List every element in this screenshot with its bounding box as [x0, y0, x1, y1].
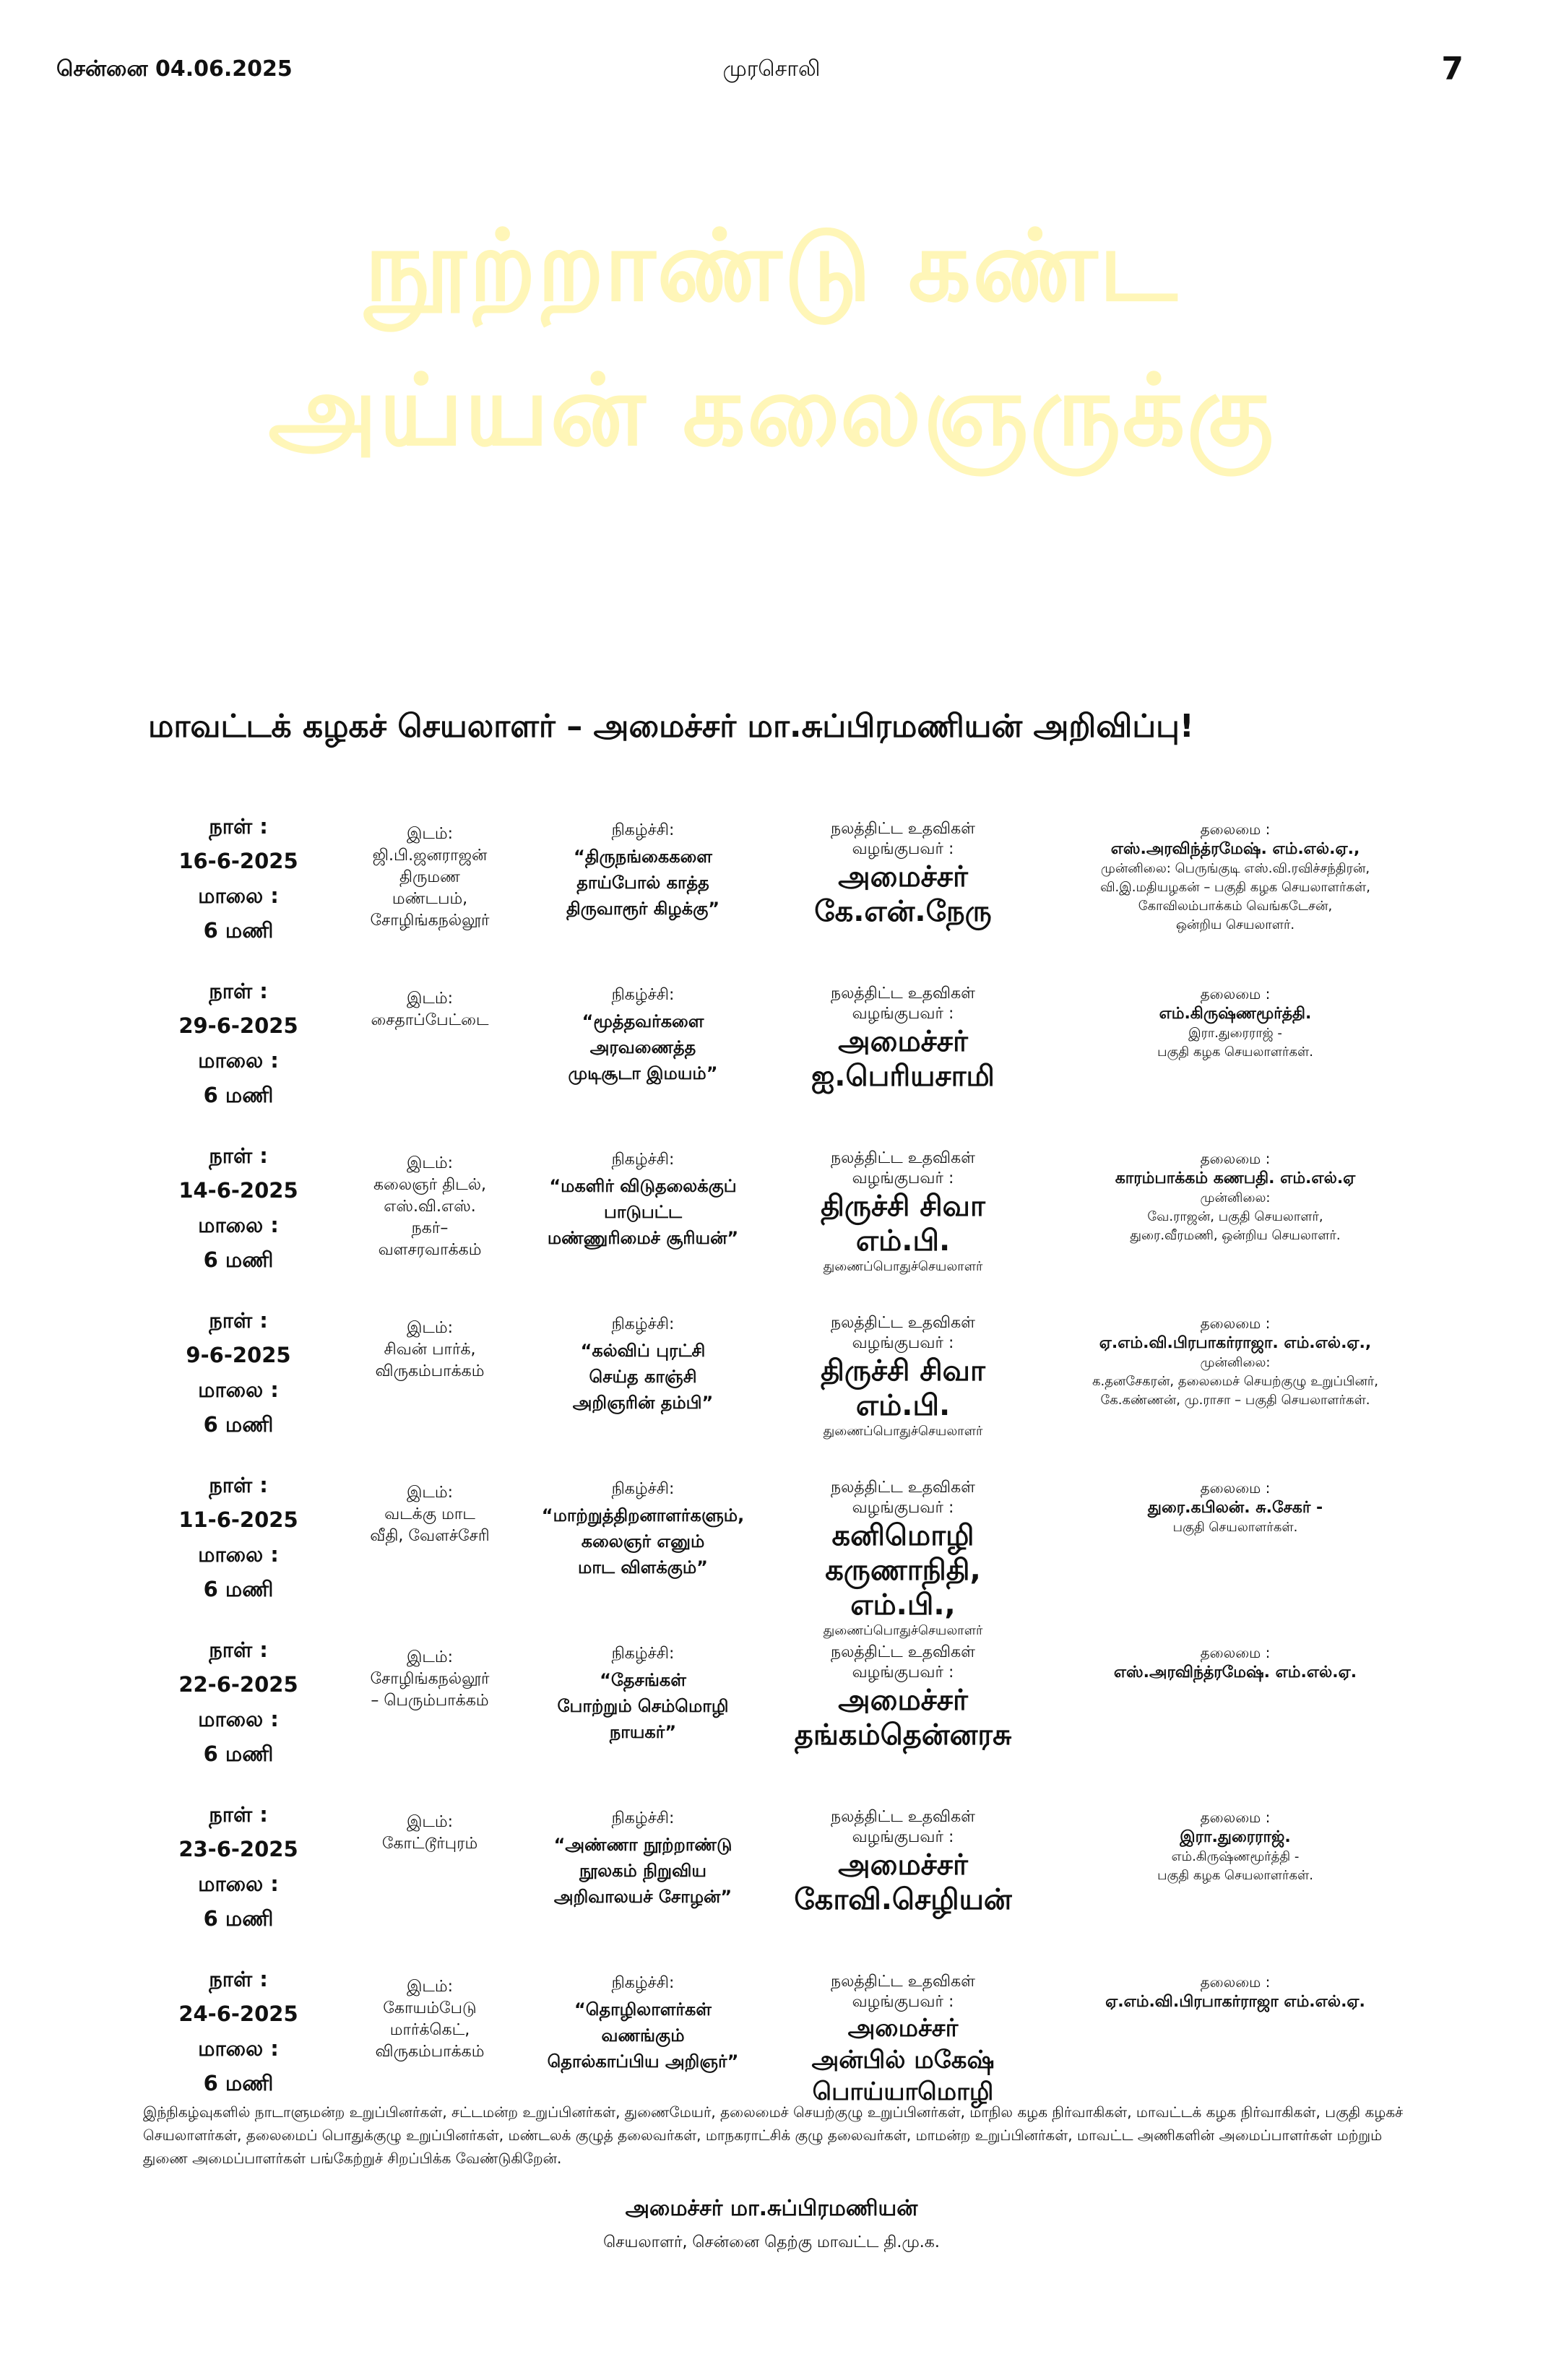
- event-presenter-label: நலத்திட்ட உதவிகள்: [831, 1314, 975, 1332]
- event-chair-name: எம்.கிருஷ்ணமூர்த்தி.: [1159, 1005, 1312, 1023]
- event-date-line: 6 மணி: [203, 1906, 274, 1931]
- event-program-title-line: வணங்கும்: [601, 2025, 685, 2046]
- event-presenter-cell: [787, 1962, 1019, 2108]
- event-presenter-name: கருணாநிதி, எம்.பி.,: [825, 1554, 981, 1622]
- event-presenter-name: அமைச்சர்: [838, 860, 968, 893]
- event-chair-name: இரா.துரைராஜ்.: [1180, 1828, 1291, 1846]
- event-venue-line: – பெரும்பாக்கம்: [371, 1692, 489, 1710]
- event-presenter-label: வழங்குபவர் :: [852, 1828, 954, 1846]
- event-venue-cell: [354, 1632, 506, 1712]
- event-date-cell: [159, 1962, 318, 2100]
- event-chair-label: தலைமை :: [1200, 1315, 1271, 1332]
- event-venue-line: திருமண: [399, 868, 461, 886]
- event-date-line: 6 மணி: [203, 1247, 274, 1272]
- event-presenter-cell: [787, 1468, 1019, 1640]
- event-venue-line: விருகம்பாக்கம்: [375, 1362, 485, 1380]
- event-presenter-cell: [787, 1632, 1019, 1752]
- event-program-title-line: அரவணைத்த: [589, 1037, 696, 1057]
- event-row: [159, 974, 1416, 1138]
- event-presenter-name: அமைச்சர்: [838, 1025, 968, 1058]
- event-presenter-cell: [787, 1797, 1019, 1917]
- announcement-headline: மாவட்டக் கழகச் செயலாளர் – அமைச்சர் மா.சுப்பிரமணியன் அறிவிப்பு!: [148, 708, 1194, 745]
- event-chair-cell: [1055, 1797, 1416, 1885]
- event-venue-line: கோட்டூர்புரம்: [381, 1835, 478, 1853]
- event-presenter-name: கோவி.செழியன்: [794, 1883, 1012, 1916]
- event-program-title-line: மாட விளக்கும்”: [578, 1557, 708, 1578]
- event-venue-cell: [354, 1797, 506, 1855]
- event-venue-cell: [354, 974, 506, 1031]
- event-chair-extra-line: முன்னிலை:: [1200, 1190, 1271, 1206]
- event-presenter-cell: [787, 809, 1019, 929]
- event-chair-extra-line: க.தனசேகரன், தலைமைச் செயற்குழு உறுப்பினர்,: [1092, 1374, 1379, 1389]
- event-row: [159, 1797, 1416, 1962]
- event-venue-line: மார்க்கெட்,: [389, 2021, 470, 2039]
- event-program-title-line: “திருநங்கைகளை: [574, 847, 712, 867]
- event-program-label: நிகழ்ச்சி:: [611, 821, 675, 839]
- event-program-label: நிகழ்ச்சி:: [611, 1974, 675, 1992]
- event-program-title-line: திருவாரூர் கிழக்கு”: [566, 899, 720, 919]
- event-date-cell: [159, 1468, 318, 1606]
- event-program-cell: [535, 1632, 751, 1745]
- event-date-line: மாலை :: [198, 1377, 279, 1402]
- event-chair-extra-line: முன்னிலை: பெருங்குடி எஸ்.வி.ரவிச்சந்திரன்,: [1100, 861, 1370, 876]
- event-program-cell: [535, 1797, 751, 1910]
- event-presenter-cell: [787, 1138, 1019, 1276]
- event-chair-name: எஸ்.அரவிந்த்ரமேஷ். எம்.எல்.ஏ.: [1113, 1663, 1357, 1682]
- event-chair-extra-line: வே.ராஜன், பகுதி செயலாளர்,: [1147, 1209, 1323, 1224]
- event-venue-line: விருகம்பாக்கம்: [375, 2043, 485, 2061]
- event-date-line: 16-6-2025: [178, 849, 298, 873]
- event-date-line: 6 மணி: [203, 1577, 274, 1601]
- event-presenter-name: அமைச்சர்: [847, 2014, 959, 2043]
- event-date-line: 14-6-2025: [178, 1178, 298, 1203]
- event-chair-cell: [1055, 809, 1416, 935]
- event-venue-cell: [354, 1138, 506, 1261]
- event-schedule-table: [159, 809, 1416, 2126]
- event-program-title-line: “அண்ணா நூற்றாண்டு: [553, 1835, 732, 1855]
- event-program-label: நிகழ்ச்சி:: [611, 1645, 675, 1663]
- event-venue-cell: [354, 1303, 506, 1382]
- event-row: [159, 809, 1416, 974]
- event-program-label: நிகழ்ச்சி:: [611, 1151, 675, 1169]
- event-program-title-line: நாயகர்”: [609, 1722, 677, 1742]
- event-date-cell: [159, 809, 318, 948]
- event-date-line: 22-6-2025: [178, 1672, 298, 1697]
- event-date-line: 24-6-2025: [178, 2002, 298, 2026]
- event-presenter-label: நலத்திட்ட உதவிகள்: [831, 1808, 975, 1826]
- event-program-cell: [535, 1468, 751, 1580]
- event-chair-extra-line: பகுதி கழக செயலாளர்கள்.: [1157, 1868, 1313, 1883]
- event-venue-line: இடம்:: [406, 990, 454, 1008]
- signatory-name: அமைச்சர் மா.சுப்பிரமணியன்: [625, 2196, 918, 2221]
- event-presenter-name: கே.என்.நேரு: [814, 895, 992, 928]
- hero-title-line-2: அய்யன் கலைஞருக்கு: [268, 354, 1275, 468]
- event-presenter-label: நலத்திட்ட உதவிகள்: [831, 985, 975, 1003]
- event-chair-name: காரம்பாக்கம் கணபதி. எம்.எல்.ஏ: [1115, 1169, 1356, 1187]
- event-program-title-line: “மாற்றுத்திறனாளர்களும்,: [541, 1505, 745, 1526]
- event-date-cell: [159, 974, 318, 1112]
- event-date-line: நாள் :: [209, 1143, 268, 1168]
- event-presenter-name: அமைச்சர்: [838, 1848, 968, 1882]
- event-program-cell: [535, 974, 751, 1086]
- event-venue-line: வடக்கு மாட: [384, 1505, 475, 1523]
- event-program-title-line: “தொழிலாளர்கள்: [574, 1999, 712, 2020]
- event-chair-cell: [1055, 1962, 1416, 2012]
- event-chair-cell: [1055, 1632, 1416, 1683]
- event-chair-cell: [1055, 1138, 1416, 1245]
- event-date-line: 29-6-2025: [178, 1013, 298, 1038]
- event-presenter-name: திருச்சி சிவா எம்.பி.: [821, 1190, 985, 1258]
- event-venue-cell: [354, 1962, 506, 2063]
- event-venue-line: எஸ்.வி.எஸ்.: [384, 1198, 476, 1216]
- event-chair-label: தலைமை :: [1200, 1644, 1271, 1661]
- event-date-line: நாள் :: [209, 1473, 268, 1497]
- event-date-line: மாலை :: [198, 1048, 279, 1073]
- event-chair-label: தலைமை :: [1200, 1809, 1271, 1826]
- event-chair-cell: [1055, 974, 1416, 1062]
- event-chair-name: எஸ்.அரவிந்த்ரமேஷ். எம்.எல்.ஏ.,: [1110, 840, 1360, 858]
- event-chair-extra-line: ஒன்றிய செயலாளர்.: [1175, 917, 1295, 932]
- event-date-line: மாலை :: [198, 1871, 279, 1896]
- event-date-line: நாள் :: [209, 1308, 268, 1333]
- event-presenter-label: வழங்குபவர் :: [852, 1663, 954, 1682]
- event-date-line: 23-6-2025: [178, 1837, 298, 1861]
- invitation-note: இந்நிகழ்வுகளில் நாடாளுமன்ற உறுப்பினர்கள், சட்டமன்ற உறுப்பினர்கள், துணைமேயர், தலைமைச் செயற்குழு உறுப்பினர்கள், மாநில கழக நிர்வாகிகள், மாவட்டக் கழக நிர்வாகிகள், பகுதி கழகச் செயலாளர்கள், தலைமைப் பொதுக்குழு உறுப்பினர்கள், மண்டலக் குழுத் தலைவர்கள், மாநகராட்சிக் குழு தலைவர்கள், மாமன்ற உறுப்பினர்கள், மாவட்ட அணிகளின் அமைப்பாளர்கள் மற்றும் துணை அமைப்பாளர்கள் பங்கேற்றுச் சிறப்பிக்க வேண்டுகிறேன்.: [143, 2103, 1404, 2167]
- event-date-line: மாலை :: [198, 1542, 279, 1567]
- event-venue-line: வீதி, வேளச்சேரி: [370, 1527, 490, 1545]
- event-presenter-label: நலத்திட்ட உதவிகள்: [831, 1643, 975, 1661]
- event-chair-extra-line: முன்னிலை:: [1200, 1355, 1271, 1370]
- event-presenter-cell: [787, 1303, 1019, 1440]
- event-chair-label: தலைமை :: [1200, 821, 1271, 838]
- event-program-label: நிகழ்ச்சி:: [611, 986, 675, 1004]
- event-chair-extra-line: கோவிலம்பாக்கம் வெங்கடேசன்,: [1138, 899, 1333, 914]
- event-row: [159, 1632, 1416, 1797]
- event-date-line: மாலை :: [198, 883, 279, 908]
- event-program-cell: [535, 809, 751, 922]
- event-program-cell: [535, 1962, 751, 2074]
- event-date-line: 9-6-2025: [186, 1343, 291, 1367]
- event-chair-name: ஏ.எம்.வி.பிரபாகர்ராஜா எம்.எல்.ஏ.: [1105, 1993, 1365, 2011]
- event-venue-line: இடம்:: [406, 1813, 454, 1831]
- event-presenter-name: அன்பில் மகேஷ்: [811, 2046, 995, 2074]
- event-date-cell: [159, 1632, 318, 1771]
- event-chair-extra-line: துரை.வீரமணி, ஒன்றிய செயலாளர்.: [1130, 1228, 1341, 1243]
- event-row: [159, 1303, 1416, 1468]
- event-venue-line: இடம்:: [406, 1648, 454, 1666]
- event-venue-line: சிவன் பார்க்,: [384, 1341, 476, 1359]
- event-presenter-label: வழங்குபவர் :: [852, 1005, 954, 1023]
- event-program-title-line: “மகளிர் விடுதலைக்குப்: [549, 1176, 737, 1196]
- event-venue-line: வளசரவாக்கம்: [378, 1241, 482, 1259]
- event-presenter-name: அமைச்சர்: [838, 1684, 968, 1717]
- event-presenter-label: வழங்குபவர் :: [852, 1169, 954, 1187]
- event-chair-extra-line: பகுதி செயலாளர்கள்.: [1172, 1520, 1298, 1535]
- event-date-line: 11-6-2025: [178, 1507, 298, 1532]
- event-date-line: நாள் :: [209, 1637, 268, 1662]
- hero-title-line-1: நூற்றாண்டு கண்ட: [364, 209, 1179, 324]
- event-venue-line: மண்டபம்,: [392, 890, 468, 908]
- event-program-title-line: மண்ணுரிமைச் சூரியன்”: [547, 1228, 739, 1248]
- event-venue-line: இடம்:: [406, 1978, 454, 1996]
- event-venue-cell: [354, 1468, 506, 1547]
- event-presenter-label: நலத்திட்ட உதவிகள்: [831, 1149, 975, 1167]
- event-chair-name: துரை.கபிலன். சு.சேகர் -: [1147, 1499, 1323, 1517]
- event-chair-label: தலைமை :: [1200, 985, 1271, 1003]
- event-chair-label: தலைமை :: [1200, 1973, 1271, 1991]
- event-date-line: 6 மணி: [203, 918, 274, 943]
- event-program-title-line: அறிஞரின் தம்பி”: [572, 1393, 714, 1413]
- event-date-line: 6 மணி: [203, 2071, 274, 2095]
- event-chair-extra-line: இரா.துரைராஜ் -: [1188, 1026, 1282, 1041]
- event-chair-name: ஏ.எம்.வி.பிரபாகர்ராஜா. எம்.எல்.ஏ.,: [1099, 1334, 1372, 1352]
- page-number: 7: [1441, 51, 1464, 87]
- event-date-cell: [159, 1303, 318, 1442]
- event-program-title-line: அறிவாலயச் சோழன்”: [553, 1887, 732, 1907]
- event-venue-line: நகர்–: [411, 1219, 449, 1237]
- event-program-title-line: தாய்போல் காத்த: [576, 873, 709, 893]
- event-chair-cell: [1055, 1468, 1416, 1537]
- event-date-line: மாலை :: [198, 1707, 279, 1731]
- event-venue-cell: [354, 809, 506, 932]
- event-presenter-name: ஐ.பெரியசாமி: [811, 1060, 995, 1093]
- event-date-cell: [159, 1138, 318, 1277]
- event-venue-line: சோழிங்கநல்லூர்: [370, 1670, 490, 1688]
- event-program-label: நிகழ்ச்சி:: [611, 1809, 675, 1827]
- event-program-title-line: செய்த காஞ்சி: [589, 1367, 697, 1387]
- event-date-line: மாலை :: [198, 1213, 279, 1237]
- event-row: [159, 1468, 1416, 1638]
- event-chair-extra-line: பகுதி கழக செயலாளர்கள்.: [1157, 1044, 1313, 1060]
- event-presenter-label: வழங்குபவர் :: [852, 1334, 954, 1352]
- event-presenter-role: துணைப்பொதுச்செயலாளர்: [823, 1623, 983, 1638]
- event-program-label: நிகழ்ச்சி:: [611, 1480, 675, 1498]
- event-presenter-cell: [787, 974, 1019, 1094]
- event-presenter-label: வழங்குபவர் :: [852, 1993, 954, 2011]
- event-presenter-name: தங்கம்தென்னரசு: [794, 1718, 1012, 1752]
- event-program-title-line: கலைஞர் எனும்: [581, 1531, 705, 1552]
- event-presenter-label: நலத்திட்ட உதவிகள்: [831, 1973, 975, 1991]
- event-chair-extra-line: கே.கண்ணன், மு.ராசா – பகுதி செயலாளர்கள்.: [1100, 1393, 1370, 1408]
- event-presenter-name: திருச்சி சிவா எம்.பி.: [821, 1354, 985, 1422]
- event-program-cell: [535, 1303, 751, 1416]
- event-date-line: நாள் :: [209, 814, 268, 839]
- event-program-title-line: பாடுபட்ட: [604, 1202, 682, 1222]
- event-program-title-line: தொல்காப்பிய அறிஞர்”: [547, 2051, 739, 2072]
- event-venue-line: ஜி.பி.ஜனராஜன்: [372, 847, 488, 865]
- event-chair-label: தலைமை :: [1200, 1479, 1271, 1497]
- signatory-role: செயலாளர், சென்னை தெற்கு மாவட்ட தி.மு.க.: [603, 2233, 940, 2251]
- event-presenter-name: பொய்யாமொழி: [812, 2077, 994, 2106]
- header-date: சென்னை 04.06.2025: [56, 56, 293, 82]
- event-program-title-line: “கல்விப் புரட்சி: [580, 1341, 706, 1361]
- event-venue-line: கோயம்பேடு: [383, 1999, 477, 2017]
- event-venue-line: இடம்:: [406, 1319, 454, 1337]
- event-venue-line: இடம்:: [406, 1484, 454, 1502]
- event-presenter-name: கனிமொழி: [831, 1519, 974, 1552]
- event-venue-line: கலைஞர் திடல்,: [373, 1176, 487, 1194]
- event-presenter-role: துணைப்பொதுச்செயலாளர்: [823, 1424, 983, 1439]
- event-presenter-label: நலத்திட்ட உதவிகள்: [831, 1479, 975, 1497]
- event-presenter-role: துணைப்பொதுச்செயலாளர்: [823, 1259, 983, 1274]
- event-chair-extra-line: எம்.கிருஷ்ணமூர்த்தி -: [1171, 1849, 1300, 1864]
- event-venue-line: இடம்:: [406, 1154, 454, 1172]
- event-venue-line: சோழிங்கநல்லூர்: [370, 912, 490, 930]
- event-date-line: 6 மணி: [203, 1083, 274, 1107]
- event-date-line: நாள் :: [209, 1802, 268, 1827]
- event-program-title-line: “மூத்தவர்களை: [582, 1011, 704, 1031]
- event-date-line: மாலை :: [198, 2036, 279, 2061]
- event-date-line: 6 மணி: [203, 1412, 274, 1437]
- event-row: [159, 1138, 1416, 1303]
- event-chair-extra-line: வி.இ.மதியழகன் – பகுதி கழக செயலாளர்கள்,: [1100, 880, 1370, 895]
- newspaper-name: முரசொலி: [722, 56, 821, 82]
- event-date-line: 6 மணி: [203, 1741, 274, 1766]
- event-program-title-line: முடிசூடா இமயம்”: [568, 1063, 718, 1083]
- event-program-title-line: “தேசங்கள்: [600, 1670, 686, 1690]
- event-chair-label: தலைமை :: [1200, 1150, 1271, 1167]
- event-program-cell: [535, 1138, 751, 1251]
- event-program-title-line: நூலகம் நிறுவிய: [579, 1861, 706, 1881]
- event-date-cell: [159, 1797, 318, 1936]
- event-venue-line: சைதாப்பேட்டை: [371, 1011, 489, 1029]
- event-chair-cell: [1055, 1303, 1416, 1410]
- event-date-line: நாள் :: [209, 979, 268, 1003]
- event-venue-line: இடம்:: [406, 825, 454, 843]
- event-presenter-label: வழங்குபவர் :: [852, 840, 954, 858]
- event-date-line: நாள் :: [209, 1967, 268, 1991]
- event-presenter-label: வழங்குபவர் :: [852, 1499, 954, 1517]
- event-program-title-line: போற்றும் செம்மொழி: [557, 1696, 729, 1716]
- event-program-label: நிகழ்ச்சி:: [611, 1315, 675, 1333]
- event-presenter-label: நலத்திட்ட உதவிகள்: [831, 820, 975, 838]
